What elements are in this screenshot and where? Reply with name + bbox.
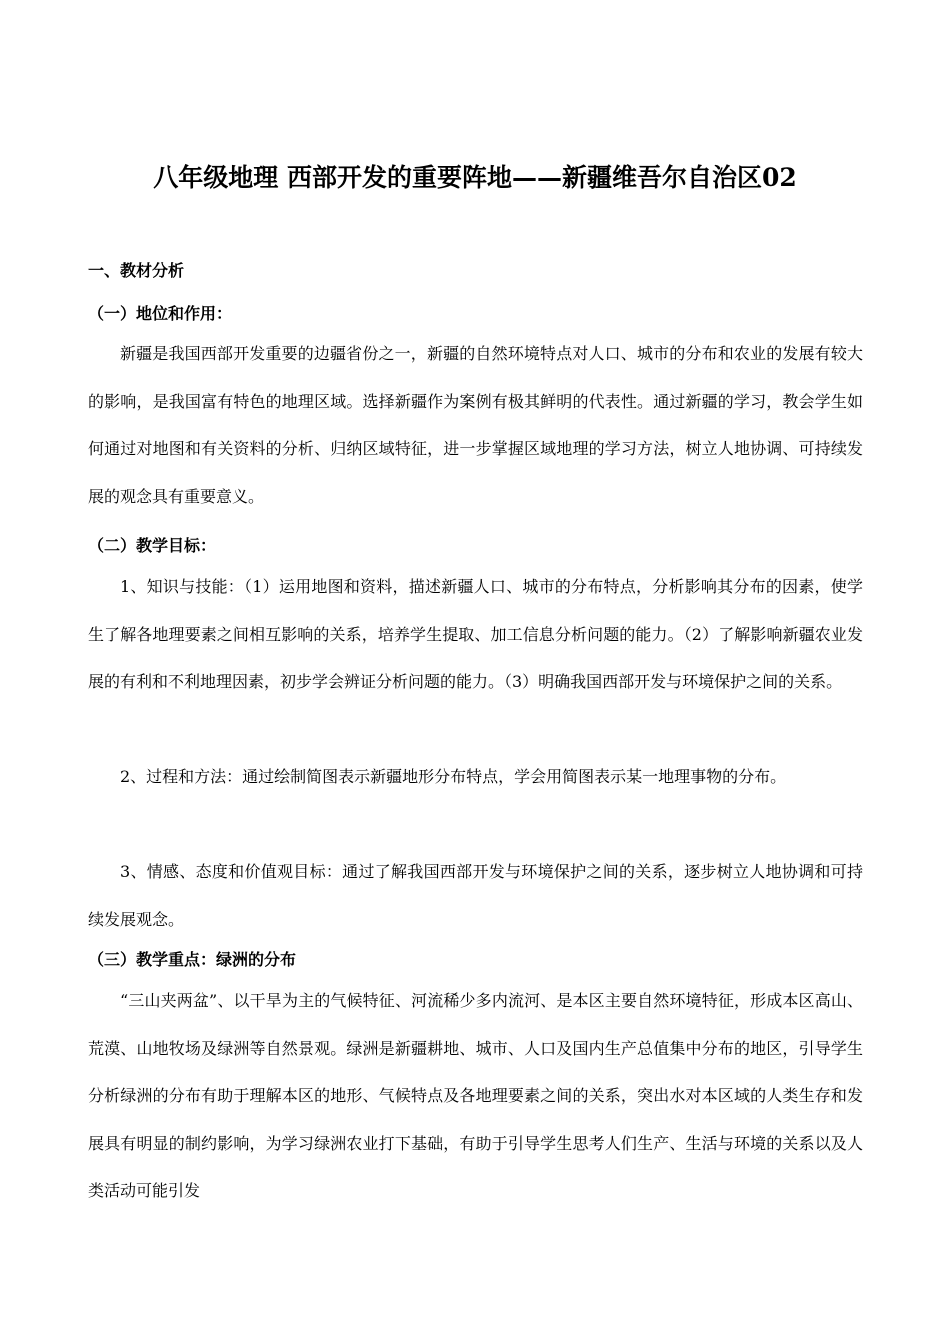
- document-title: 八年级地理 西部开发的重要阵地——新疆维吾尔自治区02: [153, 163, 797, 192]
- paragraph-teaching-focus: “三山夹两盆”、以干旱为主的气候特征、河流稀少多内流河、是本区主要自然环境特征，形成本区高山、荒漠、山地牧场及绿洲等自然景观。绿洲是新疆耕地、城市、人口及国内生产总值集中分布的地区，引导学生分析绿洲的分布有助于理解本区的地形、气候特点及各地理要素之间的关系，突出水对本区域的人类生存和发展具有明显的制约影响，为学习绿洲农业打下基础，有助于引导学生思考人们生产、生活与环境的关系以及人类活动可能引发: [88, 991, 863, 1200]
- subheading-position-role: （一）地位和作用：: [88, 304, 233, 323]
- section-heading-analysis: 一、教材分析: [88, 261, 185, 280]
- paragraph-goal-attitude: 3、情感、态度和价值观目标：通过了解我国西部开发与环境保护之间的关系，逐步树立人地协调和可持续发展观念。: [88, 862, 863, 929]
- paragraph-goal-knowledge: 1、知识与技能：（1）运用地图和资料，描述新疆人口、城市的分布特点，分析影响其分布的因素，使学生了解各地理要素之间相互影响的关系，培养学生提取、加工信息分析问题的能力。（2）了解影响新疆农业发展的有利和不利地理因素，初步学会辨证分析问题的能力。（3）明确我国西部开发与环境保护之间的关系。: [88, 577, 863, 691]
- subheading-teaching-focus: （三）教学重点：绿洲的分布: [88, 950, 297, 969]
- paragraph-goal-process: 2、过程和方法：通过绘制简图表示新疆地形分布特点，学会用简图表示某一地理事物的分布。: [120, 767, 787, 786]
- subheading-teaching-goals: （二）教学目标：: [88, 536, 217, 555]
- paragraph-position-role: 新疆是我国西部开发重要的边疆省份之一，新疆的自然环境特点对人口、城市的分布和农业的发展有较大的影响，是我国富有特色的地理区域。选择新疆作为案例有极其鲜明的代表性。通过新疆的学习，教会学生如何通过对地图和有关资料的分析、归纳区域特征，进一步掌握区域地理的学习方法，树立人地协调、可持续发展的观念具有重要意义。: [88, 344, 863, 506]
